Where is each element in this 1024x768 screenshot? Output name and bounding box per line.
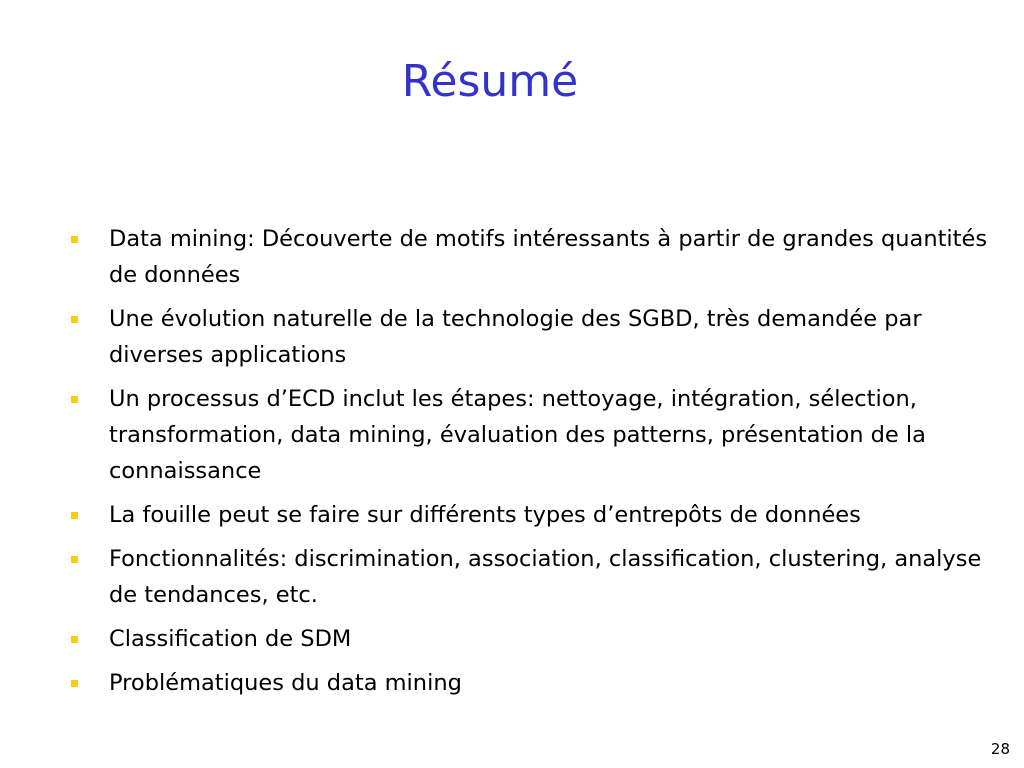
square-bullet-icon bbox=[71, 556, 78, 563]
square-bullet-icon bbox=[71, 636, 78, 643]
page-number: 28 bbox=[990, 740, 1010, 758]
square-bullet-icon bbox=[71, 396, 78, 403]
bullet-text: Data mining: Découverte de motifs intéressants à partir de grandes quantités de données bbox=[109, 226, 988, 288]
square-bullet-icon bbox=[71, 512, 78, 519]
list-item bbox=[71, 541, 991, 613]
bullet-text: Une évolution naturelle de la technologie des SGBD, très demandée par diverses applications bbox=[109, 306, 922, 368]
list-item bbox=[71, 301, 991, 373]
bullet-text: Un processus d’ECD inclut les étapes: nettoyage, intégration, sélection, transformation, data mining, évaluation des patterns, présentation de la connaissance bbox=[109, 386, 926, 484]
list-item bbox=[71, 621, 991, 657]
square-bullet-icon bbox=[71, 316, 78, 323]
square-bullet-icon bbox=[71, 680, 78, 687]
list-item bbox=[71, 665, 991, 701]
bullet-text: Problématiques du data mining bbox=[109, 670, 462, 696]
bullet-text: La fouille peut se faire sur différents types d’entrepôts de données bbox=[109, 502, 861, 528]
list-item bbox=[71, 497, 991, 533]
list-item bbox=[71, 381, 991, 489]
slide-title: Résumé bbox=[401, 56, 579, 107]
list-item bbox=[71, 221, 991, 293]
bullet-text: Fonctionnalités: discrimination, association, classification, clustering, analyse de tendances, etc. bbox=[109, 546, 982, 608]
bullet-list bbox=[71, 221, 991, 709]
square-bullet-icon bbox=[71, 236, 78, 243]
bullet-text: Classification de SDM bbox=[109, 626, 352, 652]
